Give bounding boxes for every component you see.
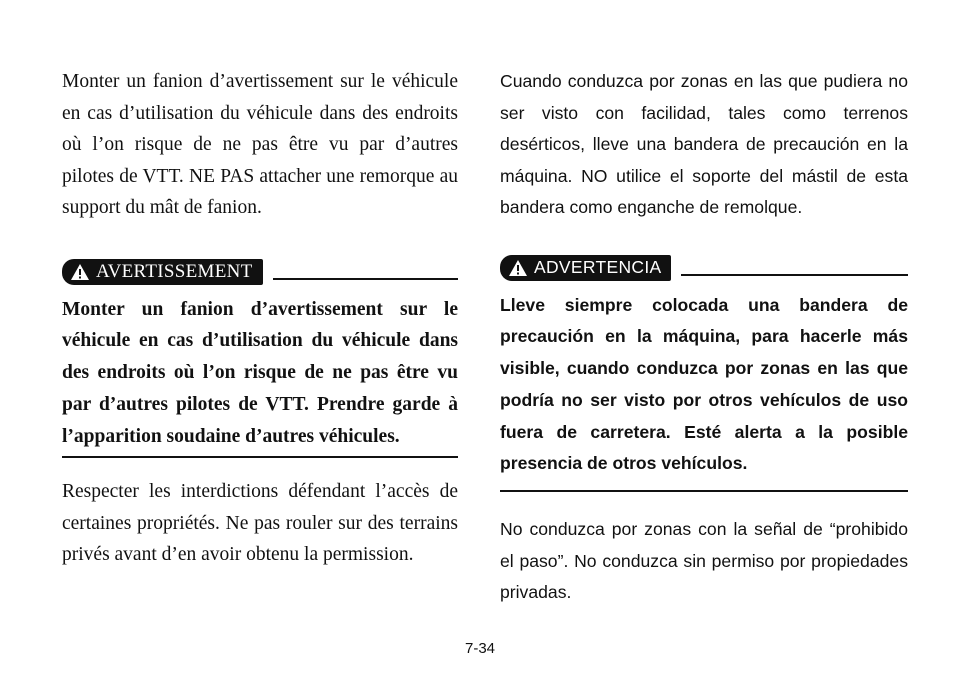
french-warning-badge	[62, 259, 263, 285]
french-warning-label: AVERTISSEMENT	[96, 260, 253, 282]
french-warning-header-rule	[273, 278, 458, 280]
french-access-paragraph: Respecter les interdictions défendant l’accès de certaines propriétés. Ne pas rouler sur des terrains privés avant d’en avoir obtenu la permission.	[62, 481, 458, 566]
spanish-intro-paragraph: Cuando conduzca por zonas en las que pudiera no ser visto con facilidad, tales como terrenos desérticos, lleve una bandera de precaución en la máquina. NO utilice el soporte del mástil de esta bandera como enganche de remolque.	[500, 71, 908, 217]
spanish-warning-label: ADVERTENCIA	[534, 257, 662, 277]
spanish-warning-text: Lleve siempre colocada una bandera de precaución en la máquina, para hacerle más visible, cuando conduzca por zonas en las que podría no ser visto por otros vehículos de uso fuera de carretera. Esté alerta a la posible presencia de otros vehículos.	[500, 294, 908, 474]
french-warning-text: Monter un fanion d’avertissement sur le véhicule en cas d’utilisation du véhicule dans des endroits où l’on risque de ne pas être vu par d’autres pilotes de VTT. Prendre garde à l’apparition soudaine d’autres véhicules.	[62, 298, 458, 447]
page-number: 7-34	[464, 640, 496, 657]
spanish-warning-header	[500, 254, 908, 282]
french-warning-header	[62, 258, 458, 286]
french-intro-paragraph: Monter un fanion d’avertissement sur le véhicule en cas d’utilisation du véhicule dans des endroits où l’on risque de ne pas être vu par d’autres pilotes de VTT. NE PAS attacher une remorque au support du mât de fanion.	[62, 71, 458, 218]
spanish-column	[500, 66, 908, 609]
french-column	[62, 66, 458, 571]
spanish-access-paragraph: No conduzca por zonas con la señal de “prohibido el paso”. No conduzca sin permiso por propiedades privadas.	[500, 519, 908, 603]
warning-triangle-icon	[70, 263, 90, 281]
spanish-warning-badge	[500, 255, 671, 281]
spanish-warning-end-rule	[500, 490, 908, 492]
french-warning-end-rule	[62, 456, 458, 458]
spanish-warning-header-rule	[681, 274, 908, 276]
warning-triangle-icon	[508, 259, 528, 277]
